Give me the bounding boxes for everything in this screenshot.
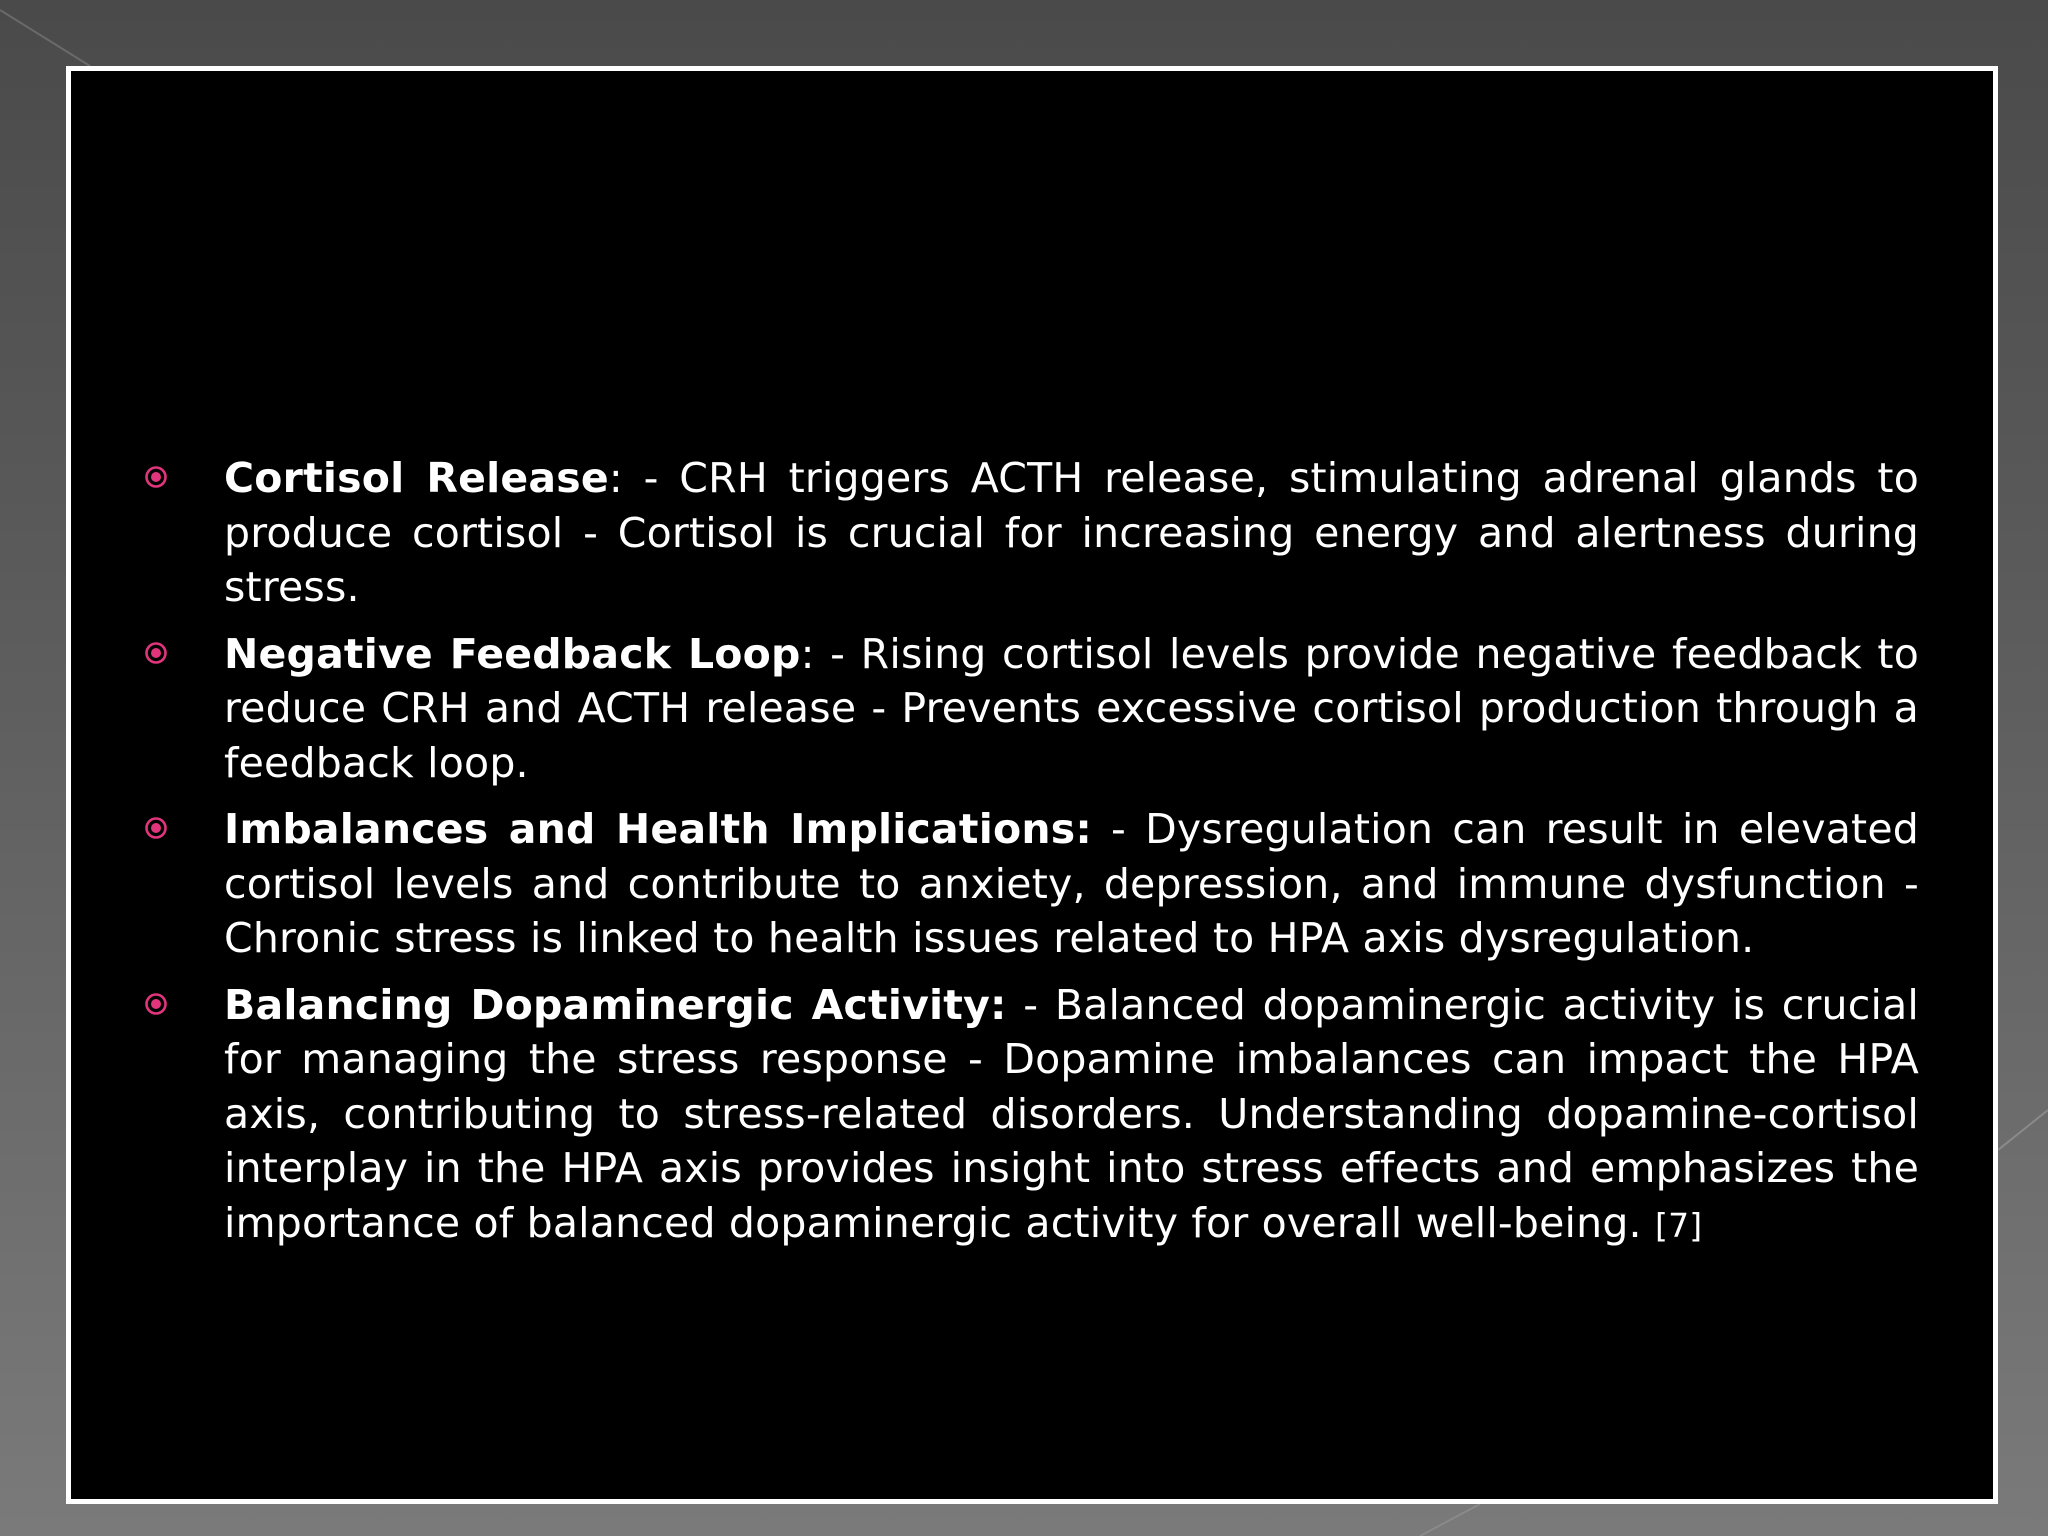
circled-dot-icon: [144, 992, 168, 1016]
bullet-text: [224, 978, 1919, 1254]
bullet-text: [224, 451, 1919, 615]
bullet-description: - Rising cortisol levels provide negative feedback to reduce CRH and ACTH release - Prevents excessive cortisol production through a feedback loop.: [224, 629, 1919, 787]
citation-reference: [7]: [1655, 1205, 1703, 1245]
bullet-separator: :: [608, 454, 623, 502]
slide-content-area: [66, 66, 1998, 1504]
bullet-list: [71, 451, 1993, 1265]
bullet-term: Imbalances and Health Implications:: [224, 805, 1092, 853]
bullet-term: Balancing Dopaminergic Activity:: [224, 980, 1007, 1029]
bullet-item-cortisol-release: [71, 451, 1993, 615]
bullet-description: - Dysregulation can result in elevated cortisol levels and contribute to anxiety, depression, and immune dysfunction - Chronic stress is linked to health issues related to HPA axis dysregulation.: [224, 805, 1919, 962]
circled-dot-icon: [144, 816, 168, 840]
bullet-separator: :: [800, 629, 815, 678]
bullet-text: [224, 802, 1919, 966]
circled-dot-icon: [144, 465, 168, 489]
bullet-item-negative-feedback-loop: [71, 627, 1993, 791]
bullet-description: - CRH triggers ACTH release, stimulating adrenal glands to produce cortisol - Cortisol is crucial for increasing energy and alertness during stress.: [224, 454, 1919, 611]
bullet-text: [224, 627, 1919, 791]
circled-dot-icon: [144, 641, 168, 665]
bullet-description: - Balanced dopaminergic activity is crucial for managing the stress response - Dopamine imbalances can impact the HPA axis, contributing to stress-related disorders. Understanding dopamine-cortisol interplay in the HPA axis provides insight into stress effects and emphasizes the importance of balanced dopaminergic activity for overall well-being.: [224, 980, 1919, 1247]
bullet-term: Negative Feedback Loop: [224, 629, 801, 678]
bullet-item-imbalances: [71, 802, 1993, 966]
bullet-term: Cortisol Release: [224, 454, 609, 502]
bullet-item-balancing-dopaminergic: [71, 978, 1993, 1254]
